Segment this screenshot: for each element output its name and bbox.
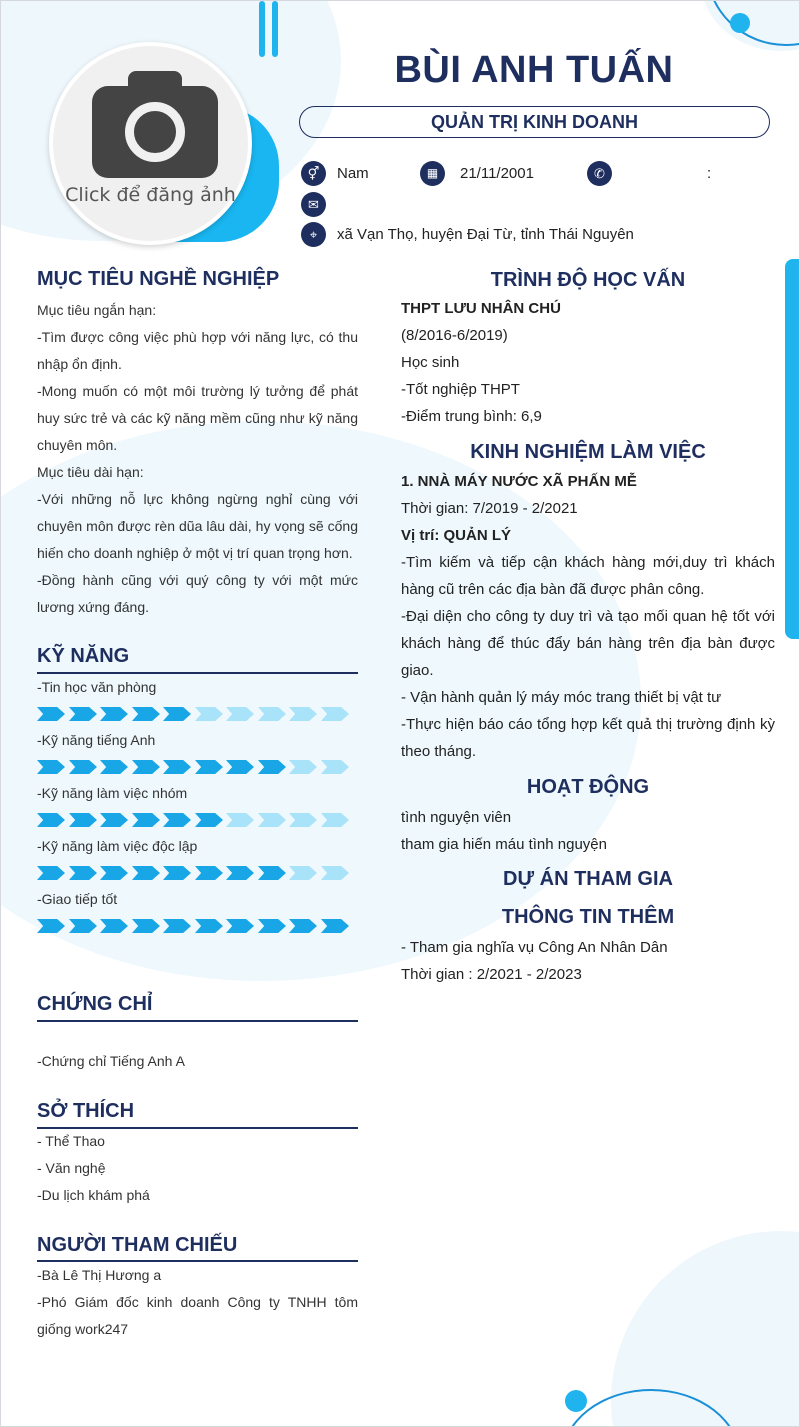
hobby-item: -Du lịch khám phá	[37, 1187, 150, 1203]
extra-info-item: - Tham gia nghĩa vụ Công An Nhân Dân	[401, 939, 668, 956]
experience-company: 1. NNÀ MÁY NƯỚC XÃ PHẤN MỄ	[401, 473, 637, 490]
camera-lens-icon	[125, 102, 185, 162]
bar-right-edge	[785, 259, 799, 639]
experience-title: KINH NGHIỆM LÀM VIỆC	[470, 441, 706, 463]
skill-level-filled	[37, 866, 65, 880]
skill-level-filled	[132, 866, 160, 880]
calendar-icon: ▦	[420, 161, 445, 186]
skill-level-filled	[132, 919, 160, 933]
skill-level-filled	[163, 919, 191, 933]
objective-line: Mục tiêu dài hạn:	[37, 464, 144, 480]
skill-label: -Kỹ năng làm việc độc lập	[37, 838, 198, 854]
skill-level-empty	[289, 707, 317, 721]
education-role: Học sinh	[401, 354, 460, 371]
certificates-list	[37, 1048, 358, 1075]
skill-label: -Kỹ năng làm việc nhóm	[37, 785, 188, 801]
skill-level-filled	[258, 866, 286, 880]
education-block	[401, 295, 775, 430]
experience-position: Vị trí: QUẢN LÝ	[401, 527, 512, 544]
skill-level-empty	[226, 707, 254, 721]
skill-meter	[37, 760, 357, 774]
skill-level-filled	[289, 919, 317, 933]
skill-level-filled	[100, 919, 128, 933]
candidate-name: BÙI ANH TUẤN	[394, 49, 674, 91]
dot-top-right	[730, 13, 750, 33]
objective-title: MỤC TIÊU NGHỀ NGHIỆP	[37, 268, 280, 290]
reference-item: -Phó Giám đốc kinh doanh Công ty TNHH tôm giống work247	[37, 1294, 358, 1337]
hobbies-title: SỞ THÍCH	[37, 1100, 135, 1122]
desired-position: QUẢN TRỊ KINH DOANH	[299, 106, 770, 138]
experience-duty: - Vận hành quản lý máy móc trang thiết bị vật tư	[401, 689, 722, 706]
skill-level-filled	[226, 760, 254, 774]
education-score: -Điểm trung bình: 6,9	[401, 408, 542, 425]
skill-level-filled	[258, 919, 286, 933]
skill-level-filled	[195, 813, 223, 827]
phone-value: :	[707, 165, 712, 182]
skill-level-empty	[289, 760, 317, 774]
reference-item: -Bà Lê Thị Hương a	[37, 1267, 162, 1283]
hobby-item: - Thể Thao	[37, 1133, 105, 1149]
experience-duty: -Thực hiện báo cáo tổng hợp kết quả thị trường định kỳ theo tháng.	[401, 716, 775, 760]
projects-title: DỰ ÁN THAM GIA	[503, 868, 673, 890]
certificate-item: -Chứng chỉ Tiếng Anh A	[37, 1053, 185, 1069]
extra-info-title: THÔNG TIN THÊM	[501, 906, 675, 928]
skill-label: -Tin học văn phòng	[37, 679, 157, 695]
email-icon: ✉	[301, 192, 326, 217]
skill-level-filled	[226, 866, 254, 880]
skill-level-filled	[163, 866, 191, 880]
skills-title: KỸ NĂNG	[37, 645, 130, 667]
address-value: xã Vạn Thọ, huyện Đại Từ, tỉnh Thái Nguyên	[337, 226, 634, 243]
extra-info-item: Thời gian : 2/2021 - 2/2023	[401, 966, 582, 983]
skill-meter	[37, 707, 357, 721]
skill-level-empty	[321, 866, 349, 880]
skill-level-filled	[100, 813, 128, 827]
avatar-label: Click để đăng ảnh	[65, 184, 236, 206]
skill-meter	[37, 866, 357, 880]
objective-line: Mục tiêu ngắn hạn:	[37, 302, 157, 318]
skill-level-filled	[37, 760, 65, 774]
education-school: THPT LƯU NHÂN CHÚ	[401, 300, 561, 317]
bar-top-1	[259, 1, 265, 57]
objective-line: -Mong muốn có một môi trường lý tưởng để phát huy sức trẻ và các kỹ năng mềm cũng như kỹ năng chuyên môn.	[37, 383, 358, 453]
skill-level-filled	[163, 813, 191, 827]
skill-level-filled	[100, 760, 128, 774]
hobby-item: - Văn nghệ	[37, 1160, 106, 1176]
skill-level-empty	[226, 813, 254, 827]
skill-label: -Kỹ năng tiếng Anh	[37, 732, 156, 748]
skill-level-empty	[321, 707, 349, 721]
skill-level-empty	[321, 813, 349, 827]
skill-level-filled	[37, 813, 65, 827]
skill-level-filled	[69, 866, 97, 880]
references-list	[37, 1262, 358, 1343]
skill-level-filled	[69, 760, 97, 774]
phone-icon: ✆	[587, 161, 612, 186]
avatar-upload[interactable]	[49, 42, 252, 245]
education-period: (8/2016-6/2019)	[401, 327, 508, 344]
skill-label: -Giao tiếp tốt	[37, 891, 118, 907]
skill-level-filled	[37, 707, 65, 721]
skill-level-filled	[100, 866, 128, 880]
skill-level-filled	[163, 707, 191, 721]
education-result: -Tốt nghiệp THPT	[401, 381, 520, 398]
education-title: TRÌNH ĐỘ HỌC VẤN	[490, 269, 686, 291]
activities-title: HOẠT ĐỘNG	[526, 776, 650, 798]
skill-level-filled	[132, 707, 160, 721]
gender-value: Nam	[337, 165, 369, 182]
birthday-value: 21/11/2001	[460, 165, 534, 182]
certificates-title: CHỨNG CHỈ	[37, 993, 153, 1015]
skill-level-filled	[195, 866, 223, 880]
skill-level-empty	[195, 707, 223, 721]
skills-divider	[37, 672, 358, 674]
objective-line: -Đồng hành cũng với quý công ty với một mức lương xứng đáng.	[37, 572, 358, 615]
skill-level-filled	[37, 919, 65, 933]
activity-item: tình nguyện viên	[401, 809, 512, 826]
skill-level-filled	[163, 760, 191, 774]
skill-level-filled	[132, 760, 160, 774]
references-title: NGƯỜI THAM CHIẾU	[37, 1234, 238, 1256]
activities-block	[401, 804, 775, 858]
skill-level-filled	[132, 813, 160, 827]
skill-level-empty	[321, 760, 349, 774]
bar-top-2	[272, 1, 278, 57]
experience-block	[401, 468, 775, 765]
skill-level-filled	[226, 919, 254, 933]
skill-level-filled	[69, 707, 97, 721]
skill-level-filled	[69, 919, 97, 933]
objective-line: -Với những nỗ lực không ngừng nghỉ cùng với chuyên môn được rèn dũa lâu dài, hy vọng sẽ cống hiến cho doanh nghiệp ở một vị trí quan trọng hơn.	[37, 491, 358, 561]
location-icon: ⌖	[301, 222, 326, 247]
skill-level-filled	[69, 813, 97, 827]
skill-level-empty	[258, 813, 286, 827]
skill-meter	[37, 919, 357, 933]
skill-level-filled	[258, 760, 286, 774]
skill-level-filled	[321, 919, 349, 933]
skill-level-filled	[195, 760, 223, 774]
skill-level-empty	[289, 813, 317, 827]
objective-text	[37, 297, 358, 621]
extra-info-block	[401, 934, 775, 988]
dot-bottom	[565, 1390, 587, 1412]
experience-time: Thời gian: 7/2019 - 2/2021	[401, 500, 578, 517]
skill-level-empty	[289, 866, 317, 880]
skill-meter	[37, 813, 357, 827]
activity-item: tham gia hiến máu tình nguyện	[401, 836, 607, 853]
skill-level-filled	[195, 919, 223, 933]
skill-level-filled	[100, 707, 128, 721]
certificates-divider	[37, 1020, 358, 1022]
experience-duty: -Đại diện cho công ty duy trì và tạo mối quan hệ tốt với khách hàng để thúc đẩy bán hàng trên địa bàn được giao.	[401, 608, 775, 679]
objective-line: -Tìm được công việc phù hợp với năng lực, có thu nhập ổn định.	[37, 329, 358, 372]
hobbies-list	[37, 1128, 358, 1209]
gender-icon: ⚥	[301, 161, 326, 186]
experience-duty: -Tìm kiếm và tiếp cận khách hàng mới,duy trì khách hàng cũ trên các địa bàn đã được phân công.	[401, 554, 775, 598]
skill-level-empty	[258, 707, 286, 721]
